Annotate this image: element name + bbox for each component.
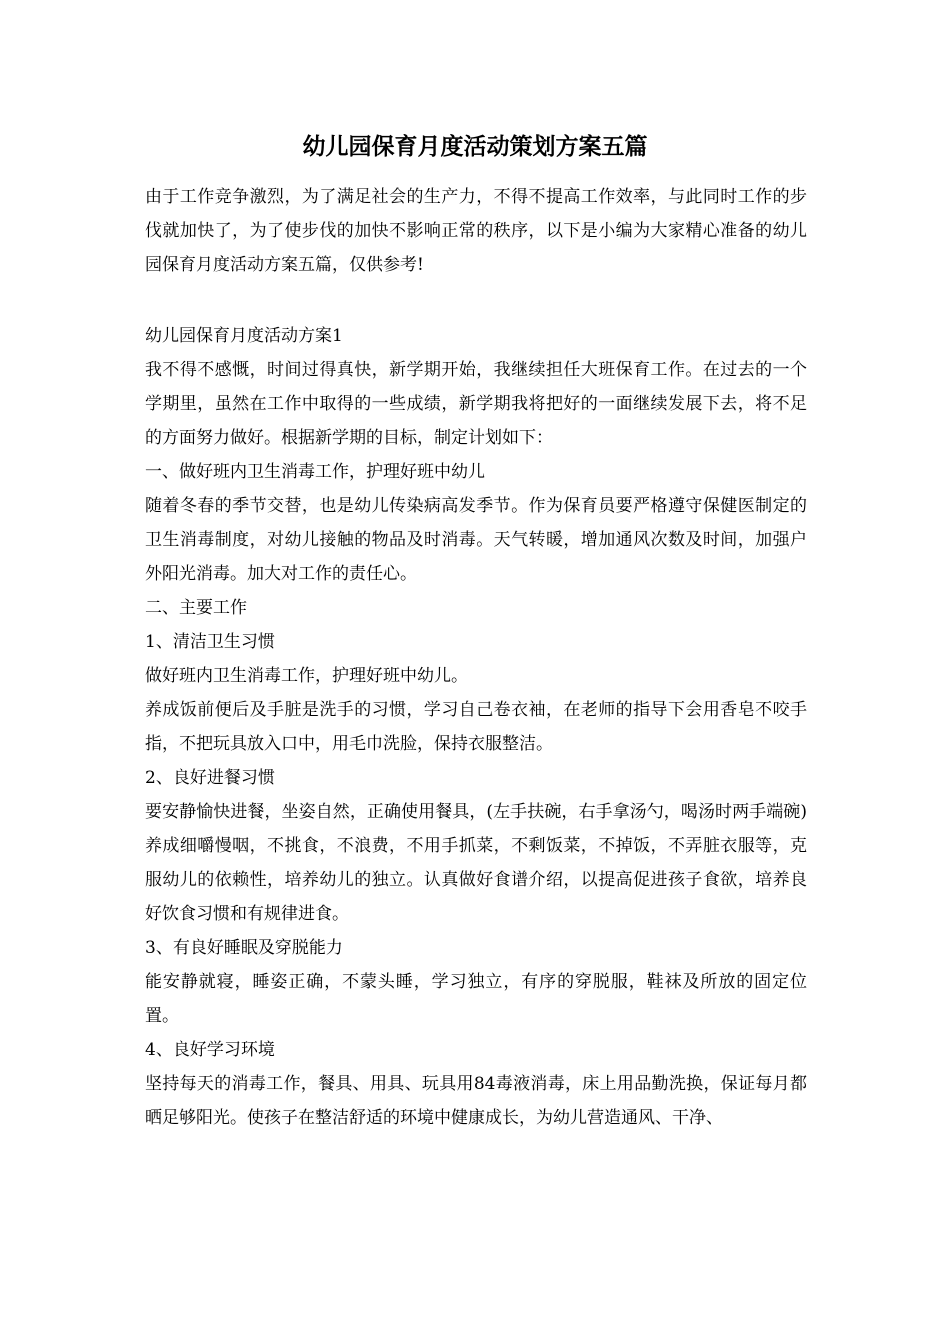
subheading: 4、良好学习环境	[145, 1040, 275, 1060]
intro-paragraph: 由于工作竞争激烈，为了满足社会的生产力，不得不提高工作效率，与此同时工作的步伐就加快了，为了使步伐的加快不影响正常的秩序，以下是小编为大家精心准备的幼儿园保育月度活动方案五篇，仅供参考!	[145, 187, 807, 275]
body-paragraph: 做好班内卫生消毒工作，护理好班中幼儿。	[145, 666, 468, 686]
body-paragraph: 要安静愉快进餐，坐姿自然，正确使用餐具，(左手扶碗，右手拿汤勺，喝汤时两手端碗)养成细嚼慢咽，不挑食，不浪费，不用手抓菜，不剩饭菜，不掉饭，不弄脏衣服等，克服幼儿的依赖性，培养幼儿的独立。认真做好食谱介绍，以提高促进孩子食欲，培养良好饮食习惯和有规律进食。	[145, 802, 807, 924]
subheading: 二、主要工作	[145, 598, 247, 618]
subheading: 1、清洁卫生习惯	[145, 632, 275, 652]
body-paragraph: 随着冬春的季节交替，也是幼儿传染病高发季节。作为保育员要严格遵守保健医制定的卫生消毒制度，对幼儿接触的物品及时消毒。天气转暖，增加通风次数及时间，加强户外阳光消毒。加大对工作的责任心。	[145, 496, 807, 584]
section-heading: 幼儿园保育月度活动方案1	[145, 326, 343, 346]
paragraph-spacer	[145, 282, 807, 319]
document-body	[145, 180, 807, 1135]
body-paragraph: 能安静就寝，睡姿正确，不蒙头睡，学习独立，有序的穿脱服，鞋袜及所放的固定位置。	[145, 972, 807, 1026]
body-paragraph: 我不得不感慨，时间过得真快，新学期开始，我继续担任大班保育工作。在过去的一个学期里，虽然在工作中取得的一些成绩，新学期我将把好的一面继续发展下去，将不足的方面努力做好。根据新学期的目标，制定计划如下：	[145, 360, 807, 448]
body-paragraph: 坚持每天的消毒工作，餐具、用具、玩具用84毒液消毒，床上用品勤洗换，保证每月都晒足够阳光。使孩子在整洁舒适的环境中健康成长，为幼儿营造通风、干净、	[145, 1074, 807, 1128]
subheading: 3、有良好睡眠及穿脱能力	[145, 938, 343, 958]
subheading: 2、良好进餐习惯	[145, 768, 275, 788]
body-paragraph: 养成饭前便后及手脏是洗手的习惯，学习自己卷衣袖，在老师的指导下会用香皂不咬手指，不把玩具放入口中，用毛巾洗脸，保持衣服整洁。	[145, 700, 807, 754]
subheading: 一、做好班内卫生消毒工作，护理好班中幼儿	[145, 462, 485, 482]
document-title: 幼儿园保育月度活动策划方案五篇	[302, 133, 648, 160]
